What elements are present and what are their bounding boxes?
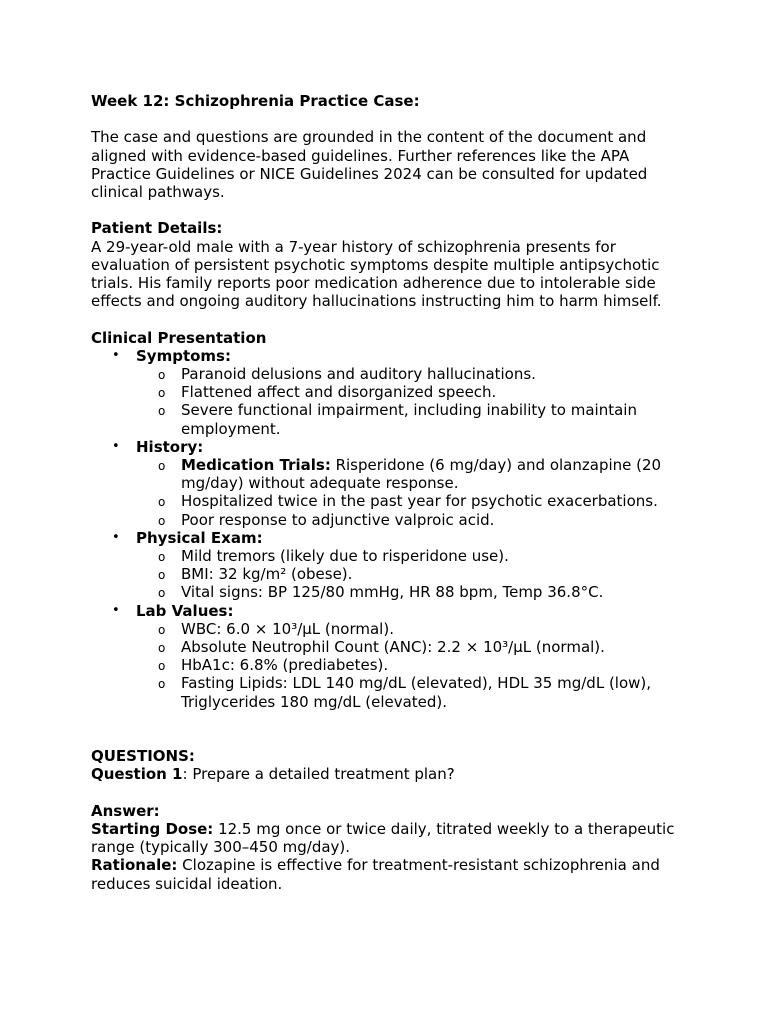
answer-heading: Answer: — [91, 801, 160, 820]
intro-paragraph: The case and questions are grounded in the content of the document and aligned with evidence-based guidelines. Further references like the APA Practice Guidelines or NICE Guidelines 2024 can be consulted for updated clinical pathways. — [91, 128, 648, 201]
list-item: o BMI: 32 kg/m² (obese). — [181, 565, 691, 583]
list-item: o Medication Trials: Risperidone (6 mg/day) and olanzapine (20 mg/day) without adequate response. — [181, 456, 691, 492]
patient-details-heading: Patient Details: — [91, 219, 223, 238]
list-item: o Flattened affect and disorganized speech. — [181, 383, 691, 401]
list-item: o HbA1c: 6.8% (prediabetes). — [181, 656, 691, 674]
starting-dose: Starting Dose: 12.5 mg once or twice daily, titrated weekly to a therapeutic range (typically 300–450 mg/day). — [91, 820, 675, 857]
history-sublist — [136, 456, 691, 529]
symptoms-label: Symptoms: — [136, 346, 231, 365]
document-title: Week 12: Schizophrenia Practice Case: — [91, 92, 420, 110]
history-label: History: — [136, 437, 204, 456]
rationale: Rationale: Clozapine is effective for treatment-resistant schizophrenia and reduces suicidal ideation. — [91, 856, 660, 893]
list-item: o WBC: 6.0 × 10³/µL (normal). — [181, 620, 691, 638]
lab-values-sublist — [136, 620, 691, 711]
lab-values-item — [136, 602, 691, 711]
physical-exam-item — [136, 529, 691, 602]
patient-details-text: A 29-year-old male with a 7-year history of schizophrenia presents for evaluation of persistent psychotic symptoms despite multiple antipsychotic trials. His family reports poor medication adherence due to intolerable side effects and ongoing auditory hallucinations instructing him to harm himself. — [91, 237, 662, 311]
list-item: o Paranoid delusions and auditory hallucinations. — [181, 365, 691, 383]
question-1: Question 1: Prepare a detailed treatment plan? — [91, 765, 455, 784]
physical-exam-sublist — [136, 547, 691, 602]
list-item: o Poor response to adjunctive valproic acid. — [181, 511, 691, 529]
lab-values-label: Lab Values: — [136, 601, 234, 620]
physical-exam-label: Physical Exam: — [136, 528, 263, 547]
list-item: o Absolute Neutrophil Count (ANC): 2.2 × 10³/µL (normal). — [181, 638, 691, 656]
list-item: o Mild tremors (likely due to risperidone use). — [181, 547, 691, 565]
list-item: o Vital signs: BP 125/80 mmHg, HR 88 bpm, Temp 36.8°C. — [181, 583, 691, 601]
history-item — [136, 438, 691, 529]
clinical-presentation-heading: Clinical Presentation — [91, 328, 267, 347]
list-item: o Hospitalized twice in the past year for psychotic exacerbations. — [181, 492, 691, 510]
questions-heading: QUESTIONS: — [91, 747, 195, 766]
list-item: o Fasting Lipids: LDL 140 mg/dL (elevated), HDL 35 mg/dL (low), Triglycerides 180 mg/dL (elevated). — [181, 674, 691, 710]
list-item: o Severe functional impairment, including inability to maintain employment. — [181, 401, 691, 437]
clinical-presentation-list — [91, 347, 691, 711]
symptoms-sublist — [136, 365, 691, 438]
symptoms-item — [136, 347, 691, 438]
document-page — [91, 92, 691, 893]
